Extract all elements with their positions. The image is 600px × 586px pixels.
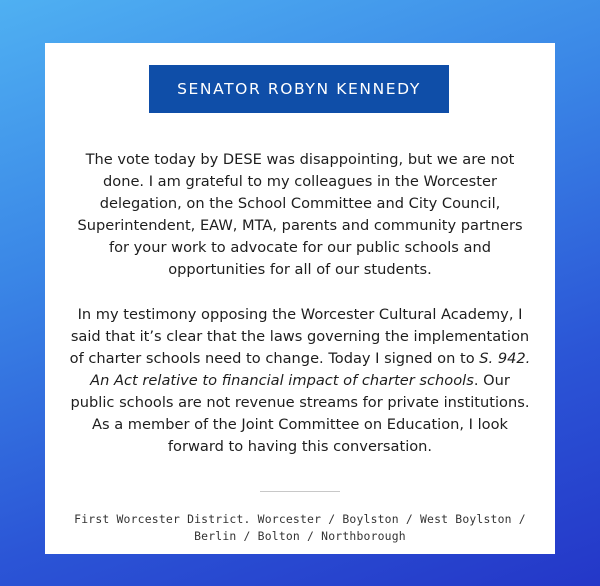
statement-body [67,149,533,458]
statement-paragraph-2 [67,304,533,459]
paragraph-2-text-start: In my testimony opposing the Worcester Cultural Academy, I said that it’s clear that the laws governing the implementation of charter schools need to change. Today I signed on to [69,305,530,367]
banner-title: SENATOR ROBYN KENNEDY [177,80,421,98]
bill-title-italic: S. 942. An Act relative to financial impact of charter schools [90,349,531,389]
district-footer: First Worcester District. Worcester / Boylston / West Boylston / Berlin / Bolton / Northborough [74,512,526,543]
paragraph-2-text-end: . Our public schools are not revenue streams for private institutions. As a member of the Joint Committee on Education, I look forward to having this conversation. [70,371,530,456]
senator-name-banner [149,65,449,113]
footer-divider [260,491,340,492]
statement-paragraph-1: The vote today by DESE was disappointing, but we are not done. I am grateful to my colleagues in the Worcester delegation, on the School Committee and City Council, Superintendent, EAW, MTA, parents and community partners for your work to advocate for our public schools and opportunities for all of our students. [77,151,523,279]
statement-card [45,43,555,554]
